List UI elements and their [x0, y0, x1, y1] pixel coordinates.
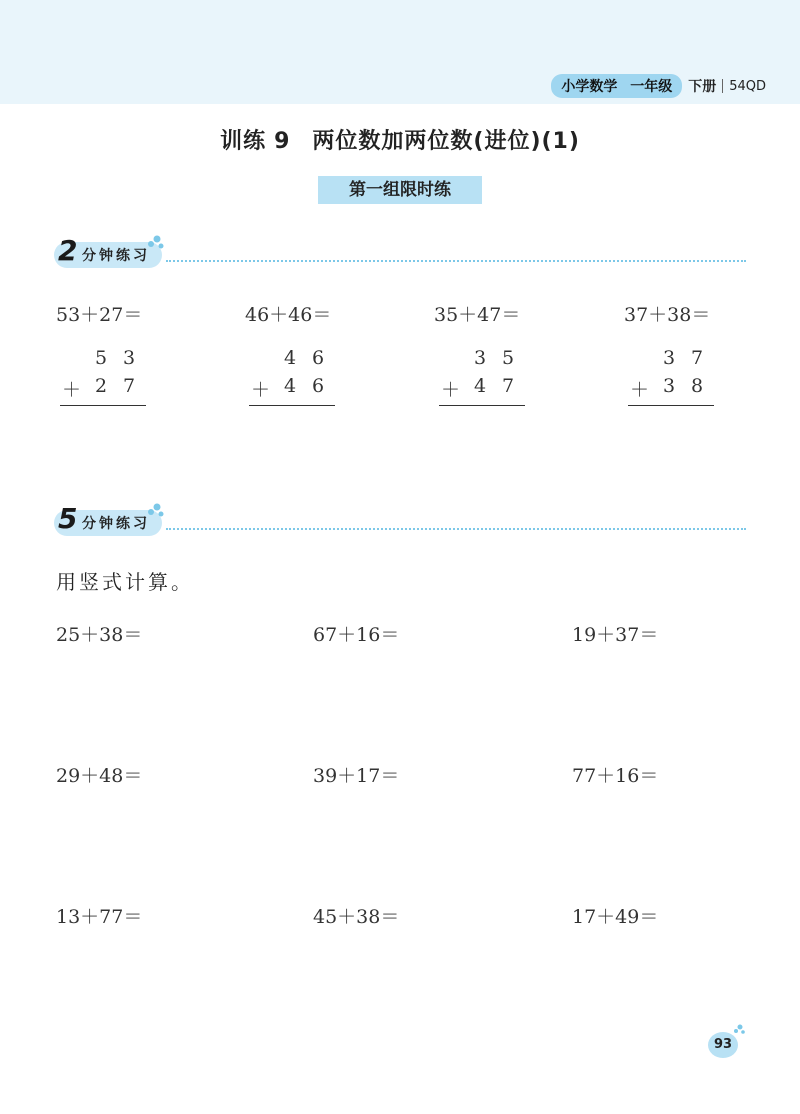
problem-expression: 35＋47＝ — [434, 304, 521, 326]
volume-label: 下册 — [688, 79, 717, 95]
digit: 3 — [474, 347, 487, 369]
problem-expression: 77＋16＝ — [572, 765, 659, 787]
digit: 8 — [691, 375, 704, 397]
digit: 7 — [123, 375, 136, 397]
vertical-addition — [60, 347, 146, 403]
digit: 7 — [502, 375, 515, 397]
header-separator — [722, 79, 723, 93]
plus-sign: ＋ — [251, 379, 271, 401]
water-drops-icon — [732, 1022, 746, 1036]
lesson-topic: 两位数加两位数(进位)(1) — [312, 129, 580, 154]
lesson-number: 9 — [274, 129, 291, 154]
digit: 3 — [663, 347, 676, 369]
water-drops-icon — [146, 232, 166, 252]
water-drops-icon — [146, 500, 166, 520]
minutes-number: 2 — [58, 234, 78, 267]
digit: 4 — [284, 347, 297, 369]
problem-expression: 37＋38＝ — [624, 304, 711, 326]
section-header-5min — [54, 502, 746, 540]
problem-expression: 67＋16＝ — [313, 624, 400, 646]
plus-sign: ＋ — [62, 379, 82, 401]
vertical-addition — [439, 347, 525, 403]
problem-expression: 25＋38＝ — [56, 624, 143, 646]
sum-line — [249, 405, 335, 406]
digit: 4 — [474, 375, 487, 397]
group-subtitle: 第一组限时练 — [318, 176, 482, 204]
problem-expression: 45＋38＝ — [313, 906, 400, 928]
digit: 6 — [312, 347, 325, 369]
sum-line — [628, 405, 714, 406]
dotted-divider — [166, 528, 746, 530]
problem-expression: 13＋77＝ — [56, 906, 143, 928]
section-header-2min — [54, 234, 746, 272]
digit: 3 — [123, 347, 136, 369]
plus-sign: ＋ — [630, 379, 650, 401]
sum-line — [439, 405, 525, 406]
problem-expression: 46＋46＝ — [245, 304, 332, 326]
digit: 6 — [312, 375, 325, 397]
page-number: 93 — [708, 1032, 738, 1058]
instruction-text: 用竖式计算。 — [56, 570, 194, 594]
subject-pill — [551, 74, 682, 98]
digit: 3 — [663, 375, 676, 397]
digit: 5 — [502, 347, 515, 369]
problem-expression: 17＋49＝ — [572, 906, 659, 928]
minutes-number: 5 — [58, 502, 78, 535]
digit: 4 — [284, 375, 297, 397]
digit: 5 — [95, 347, 108, 369]
header-tag — [551, 74, 766, 98]
subject-label: 小学数学 — [561, 79, 618, 95]
sum-line — [60, 405, 146, 406]
page-title — [0, 124, 800, 155]
minutes-label: 分钟练习 — [82, 248, 150, 264]
vertical-addition — [628, 347, 714, 403]
problem-expression: 53＋27＝ — [56, 304, 143, 326]
grade-label: 一年级 — [630, 79, 673, 95]
dotted-divider — [166, 260, 746, 262]
vertical-addition — [249, 347, 335, 403]
problem-expression: 39＋17＝ — [313, 765, 400, 787]
problem-expression: 19＋37＝ — [572, 624, 659, 646]
plus-sign: ＋ — [441, 379, 461, 401]
minutes-label: 分钟练习 — [82, 516, 150, 532]
book-code: 54QD — [729, 78, 766, 94]
lesson-label: 训练 — [220, 129, 267, 154]
problem-expression: 29＋48＝ — [56, 765, 143, 787]
digit: 2 — [95, 375, 108, 397]
digit: 7 — [691, 347, 704, 369]
